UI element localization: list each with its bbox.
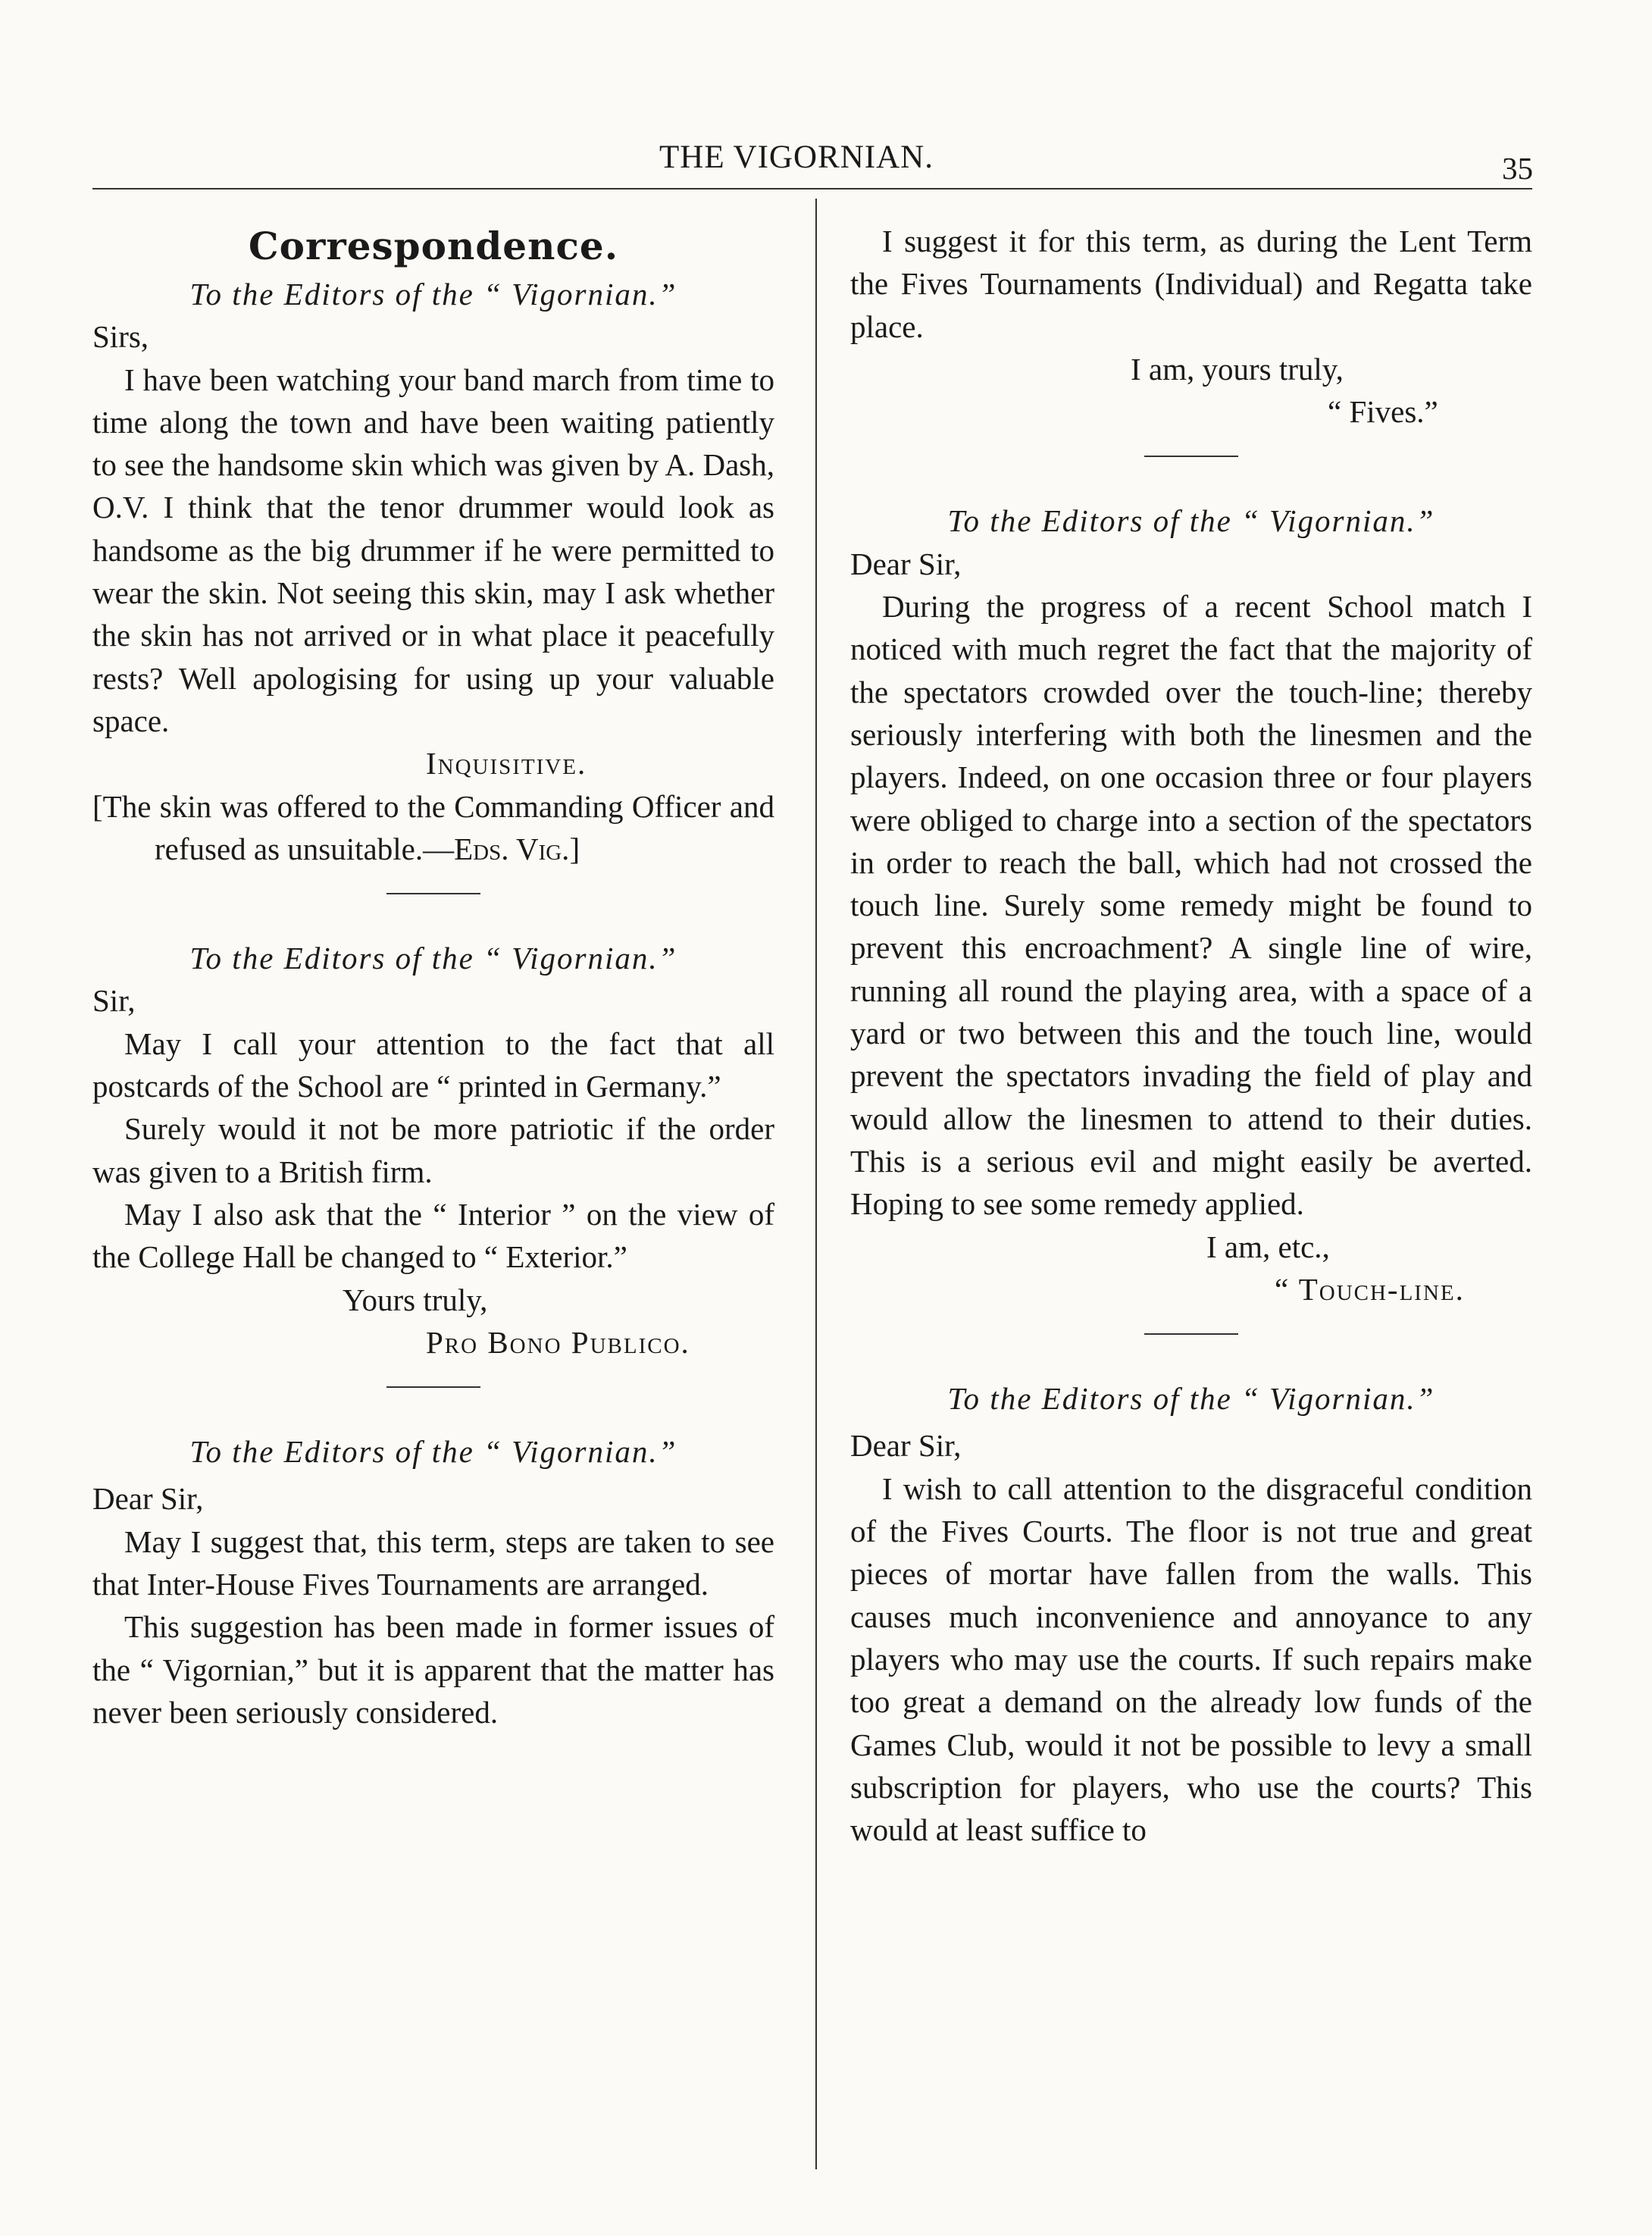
letter-signature: “ Touch-line.: [1275, 1271, 1465, 1307]
letter-body: I wish to call attention to the disgraceful condition of the Fives Courts. The floor is not true and great pieces of mortar have fallen from the walls. This causes much inconvenience and annoyance to any players who may use the courts. If such repairs make too great a demand on the already low funds of the Games Club, would it not be possible to levy a small subscription for players, who use the courts? This would at least suffice to: [850, 1470, 1532, 1848]
editor-note-signature: Eds. Vig.: [454, 831, 570, 866]
divider: [386, 1386, 480, 1388]
right-column: [850, 220, 1532, 1851]
letter-signature: Pro Bono Publico.: [426, 1324, 690, 1360]
editor-note: [92, 785, 774, 871]
editor-note-close: ]: [569, 831, 580, 866]
letter-salutation: Dear Sir,: [92, 1481, 204, 1517]
letter-salutation: Dear Sir,: [850, 1428, 962, 1464]
letter-fives-continued: [850, 220, 1532, 433]
letter-paragraph: May I suggest that, this term, steps are taken to see that Inter-House Fives Tournaments are arranged.: [92, 1524, 774, 1602]
letter-inquisitive: [92, 273, 774, 870]
letter-paragraph: May I call your attention to the fact that all postcards of the School are “ printed in Germany.”: [92, 1026, 774, 1104]
letter-salutation: Sir,: [92, 983, 136, 1019]
letter-body: I have been watching your band march from time to time along the town and have been waiting patiently to see the handsome skin which was given by A. Dash, O.V. I think that the tenor drummer would look as handsome as the big drummer if he were permitted to wear the skin. Not seeing this skin, may I ask whether the skin has not arrived or in what place it peacefully rests? Well apologising for using up your valuable space.: [92, 362, 774, 738]
letter-addressee: To the Editors of the “ Vigornian.”: [947, 1381, 1435, 1417]
section-title: Correspondence.: [248, 224, 619, 268]
header-rule: [92, 188, 1532, 189]
letter-touch-line: [850, 499, 1532, 1311]
letter-salutation: Dear Sir,: [850, 546, 962, 581]
letter-signature: “ Fives.”: [1328, 394, 1438, 430]
running-head: THE VIGORNIAN.: [659, 139, 934, 175]
letter-closing: Yours truly,: [343, 1282, 488, 1317]
letter-paragraph: Surely would it not be more patriotic if the order was given to a British firm.: [92, 1111, 774, 1189]
letter-addressee: To the Editors of the “ Vigornian.”: [189, 1434, 677, 1470]
letter-closing: I am, yours truly,: [1131, 351, 1344, 387]
page-number: 35: [1502, 151, 1533, 186]
letter-signature: Inquisitive.: [426, 746, 587, 781]
letter-paragraph: May I also ask that the “ Interior ” on the view of the College Hall be changed to “ Exterior.”: [92, 1196, 774, 1275]
letter-closing: I am, etc.,: [1206, 1229, 1330, 1264]
divider: [1144, 456, 1238, 457]
letter-addressee: To the Editors of the “ Vigornian.”: [189, 277, 677, 312]
letter-body: During the progress of a recent School match I noticed with much regret the fact that the majority of the spectators crowded over the touch-line; thereby seriously interfering with both the linesmen and the players. Indeed, on one occasion three or four players were obliged to charge into a section of the spectators in order to reach the ball, which had not crossed the touch line. Surely some remedy might be found to prevent this encroachment? A single line of wire, running all round the playing area, with a space of a yard or two between this and the touch line, would prevent the spectators invading the field of play and would allow the linesmen to attend to their duties. This is a serious evil and might easily be averted. Hoping to see some remedy applied.: [850, 589, 1532, 1222]
editor-note-text: [The skin was offered to the Commanding Officer and refused as unsuitable.—: [92, 788, 774, 866]
divider: [386, 893, 480, 894]
letter-pro-bono-publico: [92, 937, 774, 1364]
letter-fives: [92, 1430, 774, 1733]
left-column: [92, 220, 774, 1733]
letter-addressee: To the Editors of the “ Vigornian.”: [189, 941, 677, 976]
column-rule: [815, 199, 817, 2169]
letter-paragraph: This suggestion has been made in former issues of the “ Vigornian,” but it is apparent that the matter has never been seriously considered.: [92, 1609, 774, 1730]
letter-paragraph: I suggest it for this term, as during the Lent Term the Fives Tournaments (Individual) and Regatta take place.: [850, 224, 1532, 344]
letter-salutation: Sirs,: [92, 319, 149, 355]
letter-fives-courts: [850, 1377, 1532, 1851]
divider: [1144, 1333, 1238, 1335]
letter-addressee: To the Editors of the “ Vigornian.”: [947, 503, 1435, 539]
